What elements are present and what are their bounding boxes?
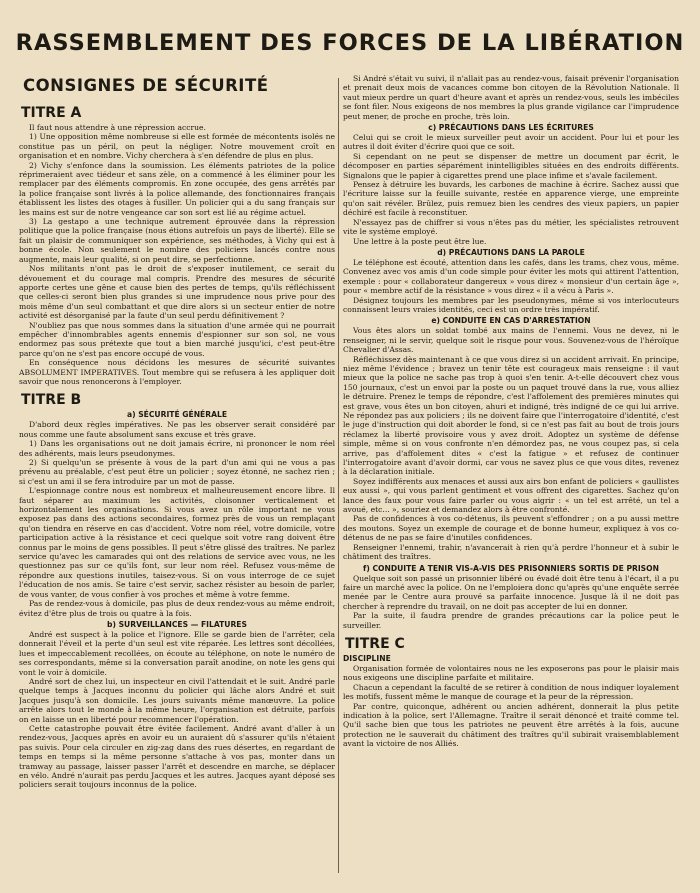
subheading-ecritures: c) PRÉCAUTIONS DANS LES ÉCRITURES xyxy=(428,123,594,133)
paragraph: 1) Une opposition même nombreuse si elle est formée de mécontents isolés ne constitue pas un péril, on peut la négliger. Notre mouvement croît en organisation et en nombre. Vichy cherchera à s'en défendre de plus en plus. xyxy=(19,132,335,161)
paragraph: Par contre, quiconque, adhérent ou ancien adhérent, donnerait la plus petite indication à la police, sert l'Allemagne. Traître il serait dénoncé et traité comme tel. Qu'il sache bien que tous les patriotes ne peuvent être arrêtés à la fois, aucune protection ne le sauverait du châtiment des traîtres qu'il subirait vraisemblablement avant la victoire de nos Alliés. xyxy=(343,701,679,749)
subheading-surveillances: b) SURVEILLANCES — FILATURES xyxy=(107,619,247,629)
titre-b-heading: TITRE B xyxy=(21,392,82,409)
section-title: CONSIGNES DE SÉCURITÉ xyxy=(23,76,269,95)
paragraph: 1) Dans les organisations out ne doit jamais écrire, ni prononcer le nom réel des adhérents, mais leurs pseudonymes. xyxy=(19,439,335,458)
paragraph: D'abord deux règles impératives. Ne pas les observer serait considéré par nous comme une faute absolument sans excuse et très grave. xyxy=(19,420,335,439)
paragraph: Désignez toujours les membres par les pseudonymes, même si vos interlocuteurs connaissent leurs vraies identités, ceci est un ordre très impératif. xyxy=(343,295,679,314)
paragraph: Soyez indifférents aux menaces et aussi aux airs bon enfant de policiers « gaullistes eux aussi », qui vous parlent gentiment et vous offrent des cigarettes. Sachez qu'on lance des faux pour vous faire parler ou vous aigrir : « un tel est arrêté, un tel a avoué, etc... », souriez et demandez alors à être confronté. xyxy=(343,476,679,515)
paragraph: En conséquence nous décidons les mesures de sécurité suivantes ABSOLUMENT IMPERATIVES. Tout membre qui se refusera à les appliquer doit savoir que nous renoncerons à l'employer. xyxy=(19,358,335,386)
paragraph: Par la suite, il faudra prendre de grandes précautions car la police peut le surveiller. xyxy=(343,611,679,630)
paragraph: Quelque soit son passé un prisonnier libéré ou évadé doit être tenu à l'écart, il a pu faire un marché avec la police. On ne l'emploiera donc qu'après qu'une enquête serrée menée par le Centre aura prouvé sa parfaite innocence. Jusque là il ne doit pas chercher à reprendre du travail, on ne doit pas accepter de lui en donner. xyxy=(343,573,679,611)
paragraph: Le téléphone est écouté, attention dans les cafés, dans les trams, chez vous, même. Convenez avec vos amis d'un code simple pour éviter les mots qui attirent l'attention, exemple : pour « collaborateur dangereux » vous direz « monsieur d'un certain âge », pour « membre actif de la résistance » vous direz « il a vécu à Paris ». xyxy=(343,257,679,296)
titre-a-heading: TITRE A xyxy=(21,105,82,121)
subheading-prisonniers: f) CONDUITE A TENIR VIS-A-VIS DES PRISONNIERS SORTIS DE PRISON xyxy=(363,563,659,573)
paragraph: André est suspect à la police et l'ignore. Elle se garde bien de l'arrêter, cela donnerait l'éveil et la perte d'un seul est vite réparée. Les lettres sont décollées, lues et impeccablement recollées, on écoute au téléphone, on note le numéro de ses correspondants, même si la conversation paraît anodine, on note les gens qui vont le voir à domicile. xyxy=(19,629,335,677)
paragraph: Renseigner l'ennemi, trahir, n'avancerait à rien qu'à perdre l'honneur et à subir le châtiment des traîtres. xyxy=(343,542,679,562)
paragraph: Vous êtes alors un soldat tombé aux mains de l'ennemi. Vous ne devez, ni le renseigner, ni le servir, quelque soit le risque pour vous. Souvenez-vous de l'héroïque Chevalier d'Assas. xyxy=(343,326,679,355)
page-headline: RASSEMBLEMENT DES FORCES DE LA LIBÉRATION xyxy=(15,30,685,56)
paragraph: Nos militants n'ont pas le droit de s'exposer inutilement, ce serait du dévouement et du courage mal compris. Prendre des mesures de sécurité apporte certes une gêne et cause bien des pertes de temps, qu'ils réfléchissent que celles-ci seront bien plus grandes si une imprudence nous prive pour des mois même d'un seul combattant et que dire alors si un secteur entier de notre activité est désorganisé par la faute d'un seul perdu définitivement ? xyxy=(19,264,335,321)
column-divider xyxy=(338,78,339,873)
paragraph: 2) Si quelqu'un se présente à vous de la part d'un ami qui ne vous a pas prévenu au préalable, c'est peut être un policier ; soyez étonné, ne sachez rien ; si c'est un ami il se fera introduire par un mot de passe. xyxy=(19,458,335,486)
paragraph: Une lettre à la poste peut être lue. xyxy=(353,236,487,246)
paragraph: Celui qui se croit le mieux surveiller peut avoir un accident. Pour lui et pour les autres il doit éviter d'écrire quoi que ce soit. xyxy=(343,133,679,152)
paragraph: L'espionnage contre nous est nombreux et malheureusement encore libre. Il faut séparer au maximum les activités, cloisonner verticalement et horizontalement les organisations. Si vous avez un rôle important ne vous exposez pas dans des actions secondaires, formez près de vous un remplaçant qu'on tiendra en réserve en cas d'accident. Votre nom réel, votre domicile, votre participation active à la résistance et ceci quelque soit votre rang doivent être connus par le moins de gens possibles. Il peut s'être glissé des traîtres. Ne parlez service qu'avec les camarades qui ont des relations de service avec vous, ne les questionnez pas sur ce qu'ils font, sur leur nom réel. Refusez vous-même de répondre aux questions inutiles, taisez-vous. Si on vous interroge de ce sujet l'éducation de nos amis. Se taire c'est servir, sachez résister au besoin de parler, de vous vanter, de vous confier à vos proches et même à votre femme. xyxy=(19,486,335,599)
paragraph: Réfléchissez dès maintenant à ce que vous direz si un accident arrivait. En principe, niez même l'évidence ; bravez un tenir tête est courageux mais renseigne : il vaut mieux que la police ne sache pas trop à quoi s'en tenir. A-t-elle découvert chez vous 150 journaux, c'est un envoi par la poste ou un paquet trouvé dans la rue, vous alliez le détruire. Prenez le temps de répondre, c'est l'affolement des premières minutes qui est grave, vous êtes un bon citoyen, ahuri et indigné, très indigné de ce qui lui arrive. Ne répondez pas aux policiers ; ils ne doivent faire que l'interrogatoire d'identité, c'est le juge d'instruction qui doit aborder le fond, si ce n'est pas fait au bout de trois jours réclamez la liberté provisoire vous y avez droit. Adoptez un système de défense simple, même si on vous confronte n'en démordez pas, ne vous coupez pas, si cela arrive, pas d'affolement dites « c'est la fatigue » et refusez de continuer l'interrogatoire avant d'avoir dormi, car vous ne savez plus ce que vous dites, revenez à la déclaration initiale. xyxy=(343,354,679,477)
paragraph: N'oubliez pas que nous sommes dans la situation d'une armée qui ne pourrait empêcher d'innombrables agents ennemis d'espionner sur son sol, ne vous endormez pas sous prétexte que tout a bien marché jusqu'ici, c'est peut-être parce qu'on ne s'est pas encore occupé de vous. xyxy=(19,320,335,358)
paragraph: Pas de rendez-vous à domicile, pas plus de deux rendez-vous au même endroit, évitez d'être plus de trois ou quatre à la fois. xyxy=(19,599,335,618)
paragraph: N'essayez pas de chiffrer si vous n'êtes pas du métier, les spécialistes retrouvent vite le système employé. xyxy=(343,217,679,237)
paragraph: Pensez à détruire les buvards, les carbones de machine à écrire. Sachez aussi que l'écriture laisse sur la feuille suivante, restée en apparence vierge, une empreinte qu'on sait révéler. Brûlez, puis remuez bien les cendres des vieux papiers, un papier déchiré est facile à reconstituer. xyxy=(343,180,679,218)
subheading-arrestation: e) CONDUITE EN CAS D'ARRESTATION xyxy=(431,316,591,326)
paragraph: 3) La gestapo a une technique autrement éprouvée dans la répression politique que la police française (nous étions autrefois un pays de liberté). Elle se fait un plaisir de communiquer son expérience, ses méthodes, à Vichy qui est à bonne école. Non seulement le nombre des policiers lancés contre nous augmente, mais leur qualité, si on peut dire, se perfectionne. xyxy=(19,217,335,264)
paragraph: Organisation formée de volontaires nous ne les exposerons pas pour le plaisir mais nous exigeons une discipline parfaite et militaire. xyxy=(343,663,679,683)
subheading-parole: d) PRÉCAUTIONS DANS LA PAROLE xyxy=(437,247,585,257)
paragraph: Pas de confidences à vos co-détenus, ils peuvent s'effondrer ; on a pu aussi mettre des moutons. Soyez un exemple de courage et de bonne humeur, expliquez à vos co-détenus de ne pas se faire d'inutiles confidences. xyxy=(343,514,679,543)
subheading-discipline: DISCIPLINE xyxy=(343,653,391,663)
right-column xyxy=(343,74,679,879)
paragraph: Si André s'était vu suivi, il n'allait pas au rendez-vous, faisait prévenir l'organisation et prenait deux mois de vacances comme bon citoyen de la Révolution Nationale. Il vaut mieux perdre un quart d'heure avant et après un rendez-vous, seuls les imbéciles se font filer. Nous exigeons de nos membres la plus grande vigilance car l'imprudence peut mener, de proche en proche, très loin. xyxy=(343,74,679,121)
paragraph: Il faut nous attendre à une répression accrue. xyxy=(29,123,206,132)
paragraph: Cette catastrophe pouvait être évitée facilement. André avant d'aller à un rendez-vous, Jacques après en avoir eu un auraient dû s'assurer qu'ils n'étaient pas suivis. Pour cela circuler en zig-zag dans des rues désertes, en regardant de temps en temps si la même personne s'attache à vos pas, monter dans un tramway au passage, laisser passer l'arrêt et descendre en marche, se déplacer en vélo. André n'aurait pas perdu Jacques et les autres. Jacques ayant déposé ses policiers serait toujours inconnus de la police. xyxy=(19,723,335,790)
paragraph: André sort de chez lui, un inspecteur en civil l'attendait et le suit. André parle quelque temps à Jacques inconnu du policier qui lâche alors André et suit Jacques jusqu'à son domicile. Les jours suivants même manœuvre. La police arrête alors tout le monde à la même heure, l'organisation est détruite, parfois on en laisse un en liberté pour recommencer l'opération. xyxy=(19,676,335,724)
titre-c-heading: TITRE C xyxy=(345,635,405,652)
subheading-securite-generale: a) SÉCURITÉ GÉNÉRALE xyxy=(126,410,228,420)
paragraph: Si cependant on ne peut se dispenser de mettre un document par écrit, le décomposer en parties séparément inintelligibles situées en des endroits différents. Signalons que le papier à cigarettes prend une place infime et s'avale facilement. xyxy=(343,151,679,180)
left-column xyxy=(19,74,335,879)
paragraph: 2) Vichy s'enfonce dans la soumission. Les éléments patriotes de la police réprimeraient avec tiédeur et sans zèle, on a commencé à les éliminer pour les remplacer par des éléments compromis. En zone occupée, des gens arrêtés par la police française sont livrés à la police allemande, des fonctionnaires français établissent les listes des otages à fusiller. Un policier qui a du sang français sur les mains est sur de notre vengeance car son sort est lié au régime actuel. xyxy=(19,160,335,217)
paragraph: Chacun a cependant la faculté de se retirer à condition de nous indiquer loyalement les motifs, fussent même le manque de courage et la peur de la répression. xyxy=(343,682,679,702)
